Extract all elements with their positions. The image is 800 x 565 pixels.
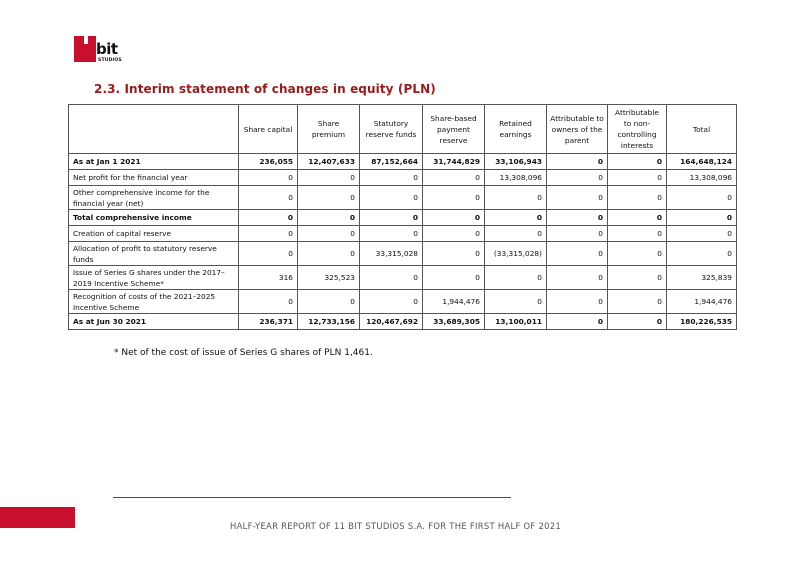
table-cell: 0 [547, 242, 608, 266]
table-cell: 0 [547, 266, 608, 290]
table-cell: 0 [485, 290, 547, 314]
header-cell: Total [667, 105, 737, 154]
table-cell: 87,152,664 [360, 154, 423, 170]
header-cell: Statutory reserve funds [360, 105, 423, 154]
table-cell: 0 [239, 210, 298, 226]
table-cell: 1,944,476 [423, 290, 485, 314]
table-cell: 0 [360, 266, 423, 290]
table-cell: 0 [239, 186, 298, 210]
table-cell: 325,839 [667, 266, 737, 290]
table-cell: 1,944,476 [667, 290, 737, 314]
row-label: As at Jan 1 2021 [69, 154, 239, 170]
table-cell: 0 [298, 170, 360, 186]
header-cell: Share-based payment reserve [423, 105, 485, 154]
table-cell: 31,744,829 [423, 154, 485, 170]
table-cell: 0 [360, 186, 423, 210]
table-cell: 12,407,633 [298, 154, 360, 170]
table-cell: 0 [547, 210, 608, 226]
table-cell: 0 [608, 242, 667, 266]
table-cell: 0 [298, 210, 360, 226]
table-cell: 0 [423, 266, 485, 290]
table-cell: 180,226,535 [667, 314, 737, 330]
footer-divider [113, 497, 511, 498]
table-cell: 13,308,096 [667, 170, 737, 186]
table-cell: 33,689,305 [423, 314, 485, 330]
table-cell: 0 [239, 242, 298, 266]
table-cell: 325,523 [298, 266, 360, 290]
header-cell: Retained earnings [485, 105, 547, 154]
header-cell [69, 105, 239, 154]
section-heading: 2.3. Interim statement of changes in equity (PLN) [94, 82, 436, 96]
table-cell: 236,055 [239, 154, 298, 170]
table-cell: 0 [608, 154, 667, 170]
table-cell: 0 [608, 210, 667, 226]
table-cell: 0 [239, 170, 298, 186]
table-cell: 0 [485, 266, 547, 290]
table-cell: 0 [423, 210, 485, 226]
table-cell: 0 [423, 226, 485, 242]
table-cell: 0 [298, 226, 360, 242]
table-row [69, 226, 737, 242]
company-logo [74, 36, 132, 66]
header-cell: Attributable to owners of the parent [547, 105, 608, 154]
table-cell: 0 [608, 186, 667, 210]
table-cell: 0 [608, 170, 667, 186]
table-cell: 33,315,028 [360, 242, 423, 266]
header-cell: Share capital [239, 105, 298, 154]
row-label: Net profit for the financial year [69, 170, 239, 186]
table-cell: 120,467,692 [360, 314, 423, 330]
logo-wordmark: bit [96, 40, 118, 58]
row-label: Other comprehensive income for the financial year (net) [69, 186, 239, 210]
equity-table [68, 104, 737, 330]
row-label: Issue of Series G shares under the 2017–2019 Incentive Scheme* [69, 266, 239, 290]
table-cell: 33,106,943 [485, 154, 547, 170]
table-cell: 164,648,124 [667, 154, 737, 170]
table-cell: 0 [547, 170, 608, 186]
table-row [69, 186, 737, 210]
table-cell: 316 [239, 266, 298, 290]
table-cell: 0 [608, 290, 667, 314]
row-label: As at Jun 30 2021 [69, 314, 239, 330]
table-cell: 0 [423, 242, 485, 266]
table-cell: 0 [360, 170, 423, 186]
table-cell: 0 [360, 226, 423, 242]
header-cell: Attributable to non-controlling interests [608, 105, 667, 154]
table-cell: 0 [485, 226, 547, 242]
table-row [69, 154, 737, 170]
table-row [69, 242, 737, 266]
table-cell: 0 [667, 242, 737, 266]
footer-accent-bar [0, 507, 75, 528]
table-cell: 0 [423, 186, 485, 210]
table-cell: 0 [547, 226, 608, 242]
row-label: Total comprehensive income [69, 210, 239, 226]
table-cell: 0 [547, 154, 608, 170]
table-cell: 0 [667, 210, 737, 226]
table-row [69, 266, 737, 290]
table-cell: 0 [608, 314, 667, 330]
table-row [69, 170, 737, 186]
table-cell: 0 [298, 186, 360, 210]
table-row [69, 290, 737, 314]
header-cell: Share premium [298, 105, 360, 154]
table-cell: 0 [547, 186, 608, 210]
table-cell: 0 [485, 186, 547, 210]
table-cell: (33,315,028) [485, 242, 547, 266]
table-cell: 0 [547, 314, 608, 330]
table-cell: 0 [298, 242, 360, 266]
table-cell: 12,733,156 [298, 314, 360, 330]
logo-subtext: STUDIOS [98, 58, 122, 63]
table-cell: 0 [608, 226, 667, 242]
logo-mark-icon [74, 36, 96, 62]
table-cell: 0 [547, 290, 608, 314]
row-label: Allocation of profit to statutory reserve funds [69, 242, 239, 266]
footnote: * Net of the cost of issue of Series G shares of PLN 1,461. [114, 348, 373, 358]
table-cell: 0 [667, 226, 737, 242]
table-cell: 0 [239, 290, 298, 314]
table-row [69, 210, 737, 226]
table-cell: 13,308,096 [485, 170, 547, 186]
page-footer: HALF-YEAR REPORT OF 11 BIT STUDIOS S.A. FOR THE FIRST HALF OF 2021 [230, 521, 562, 531]
table-cell: 0 [667, 186, 737, 210]
table-cell: 13,100,011 [485, 314, 547, 330]
table-cell: 0 [485, 210, 547, 226]
row-label: Creation of capital reserve [69, 226, 239, 242]
table-cell: 0 [298, 290, 360, 314]
row-label: Recognition of costs of the 2021–2025 Incentive Scheme [69, 290, 239, 314]
header-row [69, 105, 737, 154]
table-cell: 236,371 [239, 314, 298, 330]
table-row [69, 314, 737, 330]
table-cell: 0 [360, 210, 423, 226]
table-cell: 0 [239, 226, 298, 242]
table-cell: 0 [608, 266, 667, 290]
table-cell: 0 [423, 170, 485, 186]
table-cell: 0 [360, 290, 423, 314]
